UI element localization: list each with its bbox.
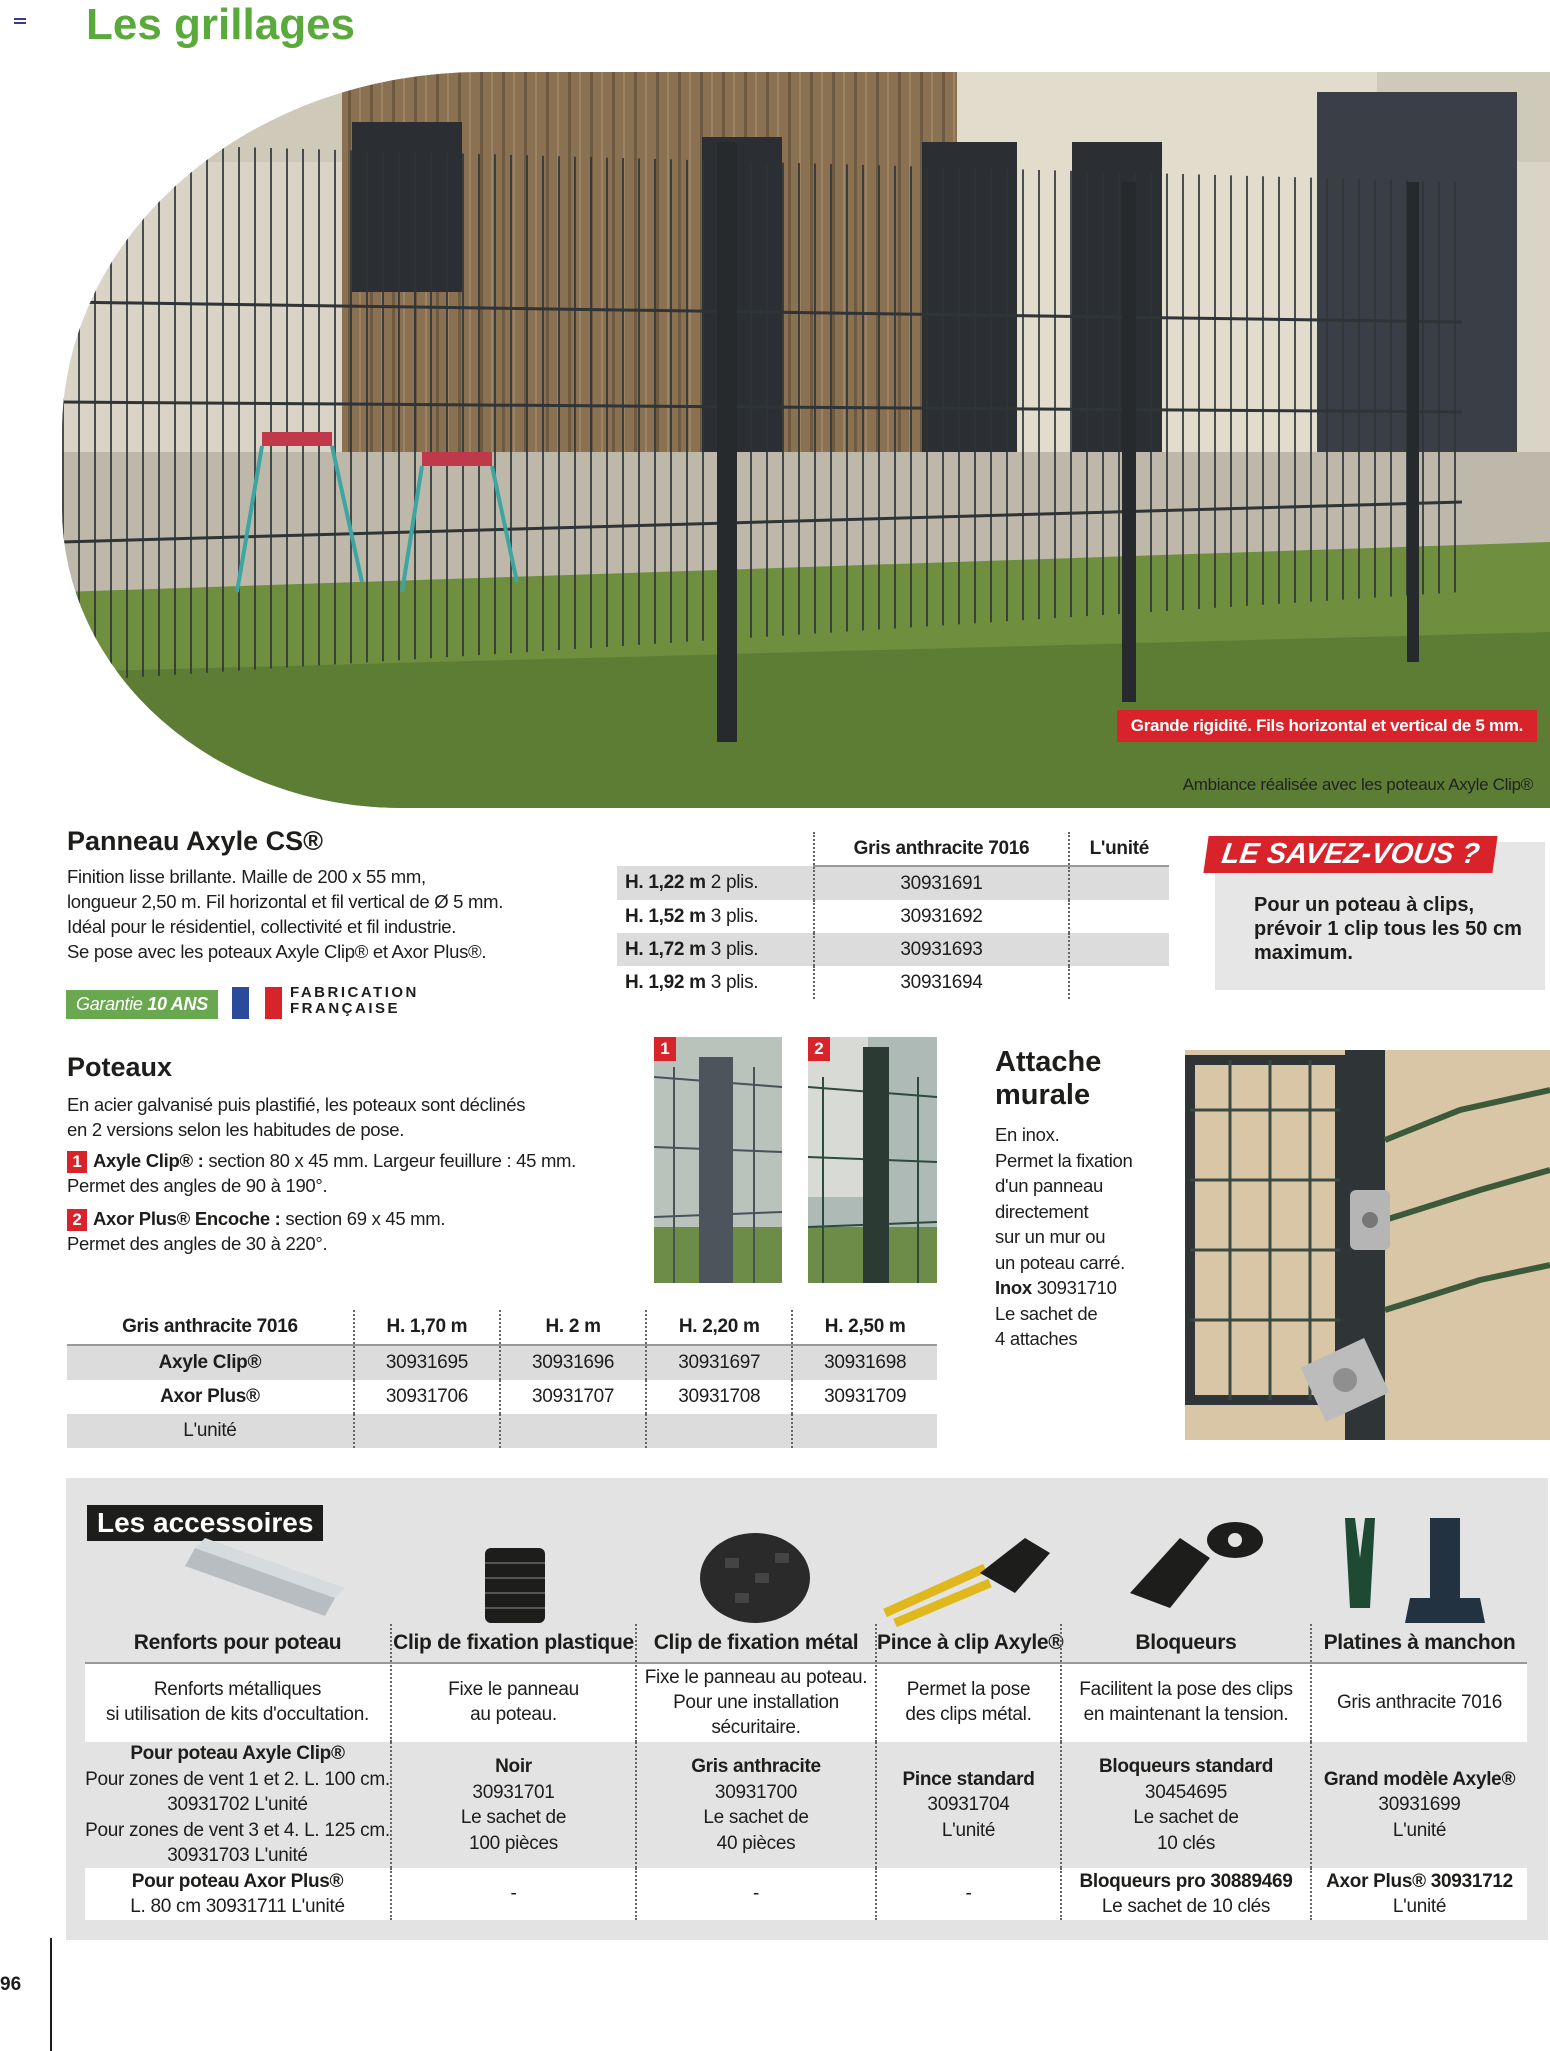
- post-name: Axor Plus®: [160, 1386, 260, 1407]
- menu-icon[interactable]: [14, 18, 26, 28]
- page-rule: [50, 1938, 52, 2051]
- hero-caption: Ambiance réalisée avec les poteaux Axyle Clip®: [1182, 775, 1533, 794]
- desc-line: Gris anthracite 7016: [1336, 1691, 1503, 1713]
- desc-line: Renforts métalliques: [153, 1679, 322, 1700]
- table-row: [617, 900, 1169, 933]
- desc-line: Fixe le panneau au poteau.: [644, 1666, 868, 1688]
- renfort-image: [85, 1498, 390, 1628]
- poteau-item-1: [67, 1148, 627, 1173]
- savez-vous-text: Pour un poteau à clips, prévoir 1 clip tous les 50 cm maximum.: [1254, 894, 1522, 964]
- accessoire-desc: [1310, 1662, 1527, 1742]
- table-row: [67, 1380, 937, 1414]
- product-line: Axor Plus® 30931712: [1326, 1870, 1513, 1892]
- accessoire-name: Platines à manchon: [1310, 1624, 1527, 1662]
- accessoire-renforts: [85, 1498, 390, 1940]
- hero-photo: [62, 72, 1550, 808]
- photo-number: 1: [654, 1037, 676, 1061]
- product-line: -: [510, 1883, 517, 1905]
- panel-table: [617, 832, 1169, 999]
- accessoire-desc: [85, 1662, 390, 1742]
- item-spec: section 69 x 45 mm.: [285, 1208, 446, 1229]
- panel-plis: 2 plis.: [710, 872, 759, 893]
- product-line: Pour zones de vent 1 et 2. L. 100 cm.: [85, 1768, 390, 1790]
- platine-image: [1310, 1498, 1527, 1628]
- product-line: Pince standard: [902, 1768, 1035, 1790]
- post-col-color: Gris anthracite 7016: [67, 1310, 354, 1345]
- desc-line: Facilitent la pose des clips: [1079, 1679, 1293, 1700]
- accessoire-pince: [875, 1498, 1064, 1940]
- product-line: L'unité: [1392, 1896, 1447, 1917]
- post-ref: 30931708: [646, 1380, 792, 1414]
- product-line: L'unité: [941, 1819, 996, 1841]
- poteaux-intro-line: en 2 versions selon les habitudes de pose.: [67, 1119, 405, 1140]
- post-ref: 30931706: [354, 1380, 500, 1414]
- fabrication-francaise-label: [290, 985, 419, 1017]
- product-line: Bloqueurs pro 30889469: [1079, 1870, 1293, 1892]
- desc-line: sécuritaire.: [711, 1716, 801, 1738]
- poteaux-table: [67, 1310, 937, 1448]
- panel-ref: 30931692: [814, 900, 1068, 933]
- fab-line: FABRICATION: [290, 984, 419, 1001]
- post-col-height: H. 2 m: [500, 1310, 646, 1345]
- pince-image: [875, 1498, 1060, 1628]
- post-ref: 30931707: [500, 1380, 646, 1414]
- attache-line: d'un panneau: [995, 1175, 1103, 1196]
- product-line: 30931704: [927, 1794, 1010, 1816]
- accessoire-product: [85, 1868, 390, 1920]
- accessoire-bloqueurs: [1060, 1498, 1310, 1940]
- product-line: 30931703 L'unité: [167, 1845, 308, 1867]
- desc-line: Fixe le panneau: [448, 1679, 579, 1700]
- attache-title-line: murale: [995, 1079, 1091, 1111]
- desc-line: Permet la pose: [906, 1679, 1031, 1700]
- product-line: Le sachet de: [460, 1807, 567, 1828]
- product-line: Le sachet de 10 clés: [1101, 1896, 1271, 1917]
- item-name: Axyle Clip® :: [93, 1150, 204, 1171]
- accessoires-title: Les accessoires: [87, 1505, 323, 1541]
- garantie-value: 10 ANS: [147, 994, 208, 1014]
- poteaux-description: [67, 1092, 627, 1256]
- post-col-height: H. 2,20 m: [646, 1310, 792, 1345]
- attache-description: [995, 1122, 1155, 1352]
- item-number: 1: [67, 1151, 87, 1173]
- poteau-item-2: [67, 1206, 627, 1231]
- desc-line: si utilisation de kits d'occultation.: [106, 1704, 369, 1725]
- post-ref: 30931695: [354, 1345, 500, 1380]
- product-line: Noir: [495, 1756, 532, 1777]
- attache-pack: 4 attaches: [995, 1328, 1078, 1349]
- panel-height: H. 1,22 m: [625, 872, 706, 893]
- table-row: [617, 866, 1169, 900]
- accessoire-product: [390, 1868, 635, 1920]
- hero-badge: Grande rigidité. Fils horizontal et vertical de 5 mm.: [1117, 710, 1537, 742]
- french-flag-icon: [232, 987, 282, 1019]
- product-line: Gris anthracite: [691, 1756, 821, 1777]
- post-col-height: H. 1,70 m: [354, 1310, 500, 1345]
- accessoire-product: [1310, 1742, 1527, 1868]
- product-line: -: [752, 1883, 760, 1905]
- product-line: Pour poteau Axyle Clip®: [130, 1743, 345, 1765]
- accessoire-name: Clip de fixation métal: [635, 1624, 875, 1662]
- item-name: Axor Plus® Encoche :: [93, 1208, 281, 1229]
- product-line: 30931699: [1378, 1794, 1461, 1816]
- panneau-desc-line: Finition lisse brillante. Maille de 200 x 55 mm,: [67, 866, 426, 887]
- post-ref: 30931697: [646, 1345, 792, 1380]
- product-line: 10 clés: [1156, 1832, 1216, 1854]
- page-number: 96: [0, 1974, 22, 1995]
- table-row: [67, 1345, 937, 1380]
- panneau-desc-line: Idéal pour le résidentiel, collectivité et fil industrie.: [67, 916, 457, 937]
- attache-line: En inox.: [995, 1124, 1060, 1145]
- poteau-photo-axor: [808, 1037, 937, 1283]
- photo-number: 2: [808, 1037, 830, 1061]
- post-name: Axyle Clip®: [67, 1345, 354, 1380]
- accessoire-clip-plastique: [390, 1498, 635, 1940]
- attache-ref: 30931710: [1036, 1277, 1117, 1298]
- poteau-photo-axyle: [654, 1037, 782, 1283]
- accessoire-product: [1060, 1868, 1310, 1920]
- panel-ref: 30931694: [814, 966, 1068, 999]
- attache-line: sur un mur ou: [995, 1226, 1106, 1247]
- garantie-badge: [66, 990, 218, 1019]
- accessoire-product: [85, 1742, 390, 1868]
- accessoire-product: [390, 1742, 635, 1868]
- table-row: [617, 933, 1169, 966]
- panneau-title: Panneau Axyle CS®: [67, 826, 323, 856]
- panel-plis: 3 plis.: [710, 905, 759, 927]
- table-row: [617, 966, 1169, 999]
- desc-line: au poteau.: [470, 1704, 557, 1725]
- accessoire-name: Renforts pour poteau: [133, 1631, 342, 1654]
- accessoire-desc: [1060, 1662, 1310, 1742]
- accessoire-product: [635, 1868, 875, 1920]
- panel-col-color: Gris anthracite 7016: [814, 832, 1068, 866]
- table-row: [67, 1414, 937, 1448]
- savez-vous-title: LE SAVEZ-VOUS ?: [1203, 836, 1497, 873]
- attache-title-line: Attache: [995, 1046, 1102, 1078]
- accessoire-platines: [1310, 1498, 1527, 1940]
- page-title: Les grillages: [86, 0, 356, 49]
- product-line: Pour poteau Axor Plus®: [131, 1870, 344, 1892]
- clip-plastique-image: [390, 1498, 635, 1628]
- post-ref: 30931698: [792, 1345, 937, 1380]
- accessoire-name: Bloqueurs: [1060, 1624, 1310, 1662]
- attache-title: [995, 1046, 1101, 1112]
- product-line: Grand modèle Axyle®: [1323, 1768, 1516, 1790]
- product-line: Pour zones de vent 3 et 4. L. 125 cm.: [85, 1819, 390, 1841]
- accessoire-desc: [635, 1662, 875, 1742]
- accessoire-desc: [390, 1662, 635, 1742]
- attache-line: directement: [995, 1200, 1089, 1222]
- accessoire-product: [635, 1742, 875, 1868]
- panel-col-unit: L'unité: [1069, 832, 1169, 866]
- fab-line: FRANÇAISE: [290, 1000, 401, 1017]
- accessoire-desc: [875, 1662, 1060, 1742]
- product-line: Le sachet de: [1133, 1807, 1239, 1828]
- panneau-desc-line: longueur 2,50 m. Fil horizontal et fil vertical de Ø 5 mm.: [67, 891, 504, 912]
- accessoire-name: Pince à clip Axyle®: [875, 1624, 1060, 1662]
- panel-plis: 3 plis.: [710, 971, 759, 993]
- accessoire-product: [1310, 1868, 1527, 1920]
- panel-ref: 30931693: [814, 933, 1068, 966]
- product-line: Bloqueurs standard: [1098, 1756, 1274, 1777]
- accessoire-product: [875, 1868, 1060, 1920]
- item-spec: section 80 x 45 mm. Largeur feuillure : 45 mm.: [208, 1150, 577, 1171]
- product-line: 30454695: [1144, 1781, 1228, 1803]
- panneau-description: [67, 864, 607, 964]
- bloqueur-image: [1060, 1498, 1310, 1628]
- clip-metal-image: [635, 1498, 875, 1628]
- post-ref: 30931696: [500, 1345, 646, 1380]
- poteaux-intro-line: En acier galvanisé puis plastifié, les poteaux sont déclinés: [67, 1094, 526, 1115]
- attache-murale-photo: [1160, 1050, 1550, 1440]
- item-angles: Permet des angles de 30 à 220°.: [67, 1233, 328, 1254]
- panel-plis: 3 plis.: [710, 938, 759, 960]
- attache-line: un poteau carré.: [995, 1251, 1125, 1273]
- post-ref: 30931709: [792, 1380, 937, 1414]
- garantie-prefix: Garantie: [76, 994, 143, 1014]
- accessoire-product: [875, 1742, 1060, 1868]
- panel-height: H. 1,92 m: [625, 971, 706, 993]
- attache-line: Permet la fixation: [995, 1149, 1133, 1171]
- product-line: Le sachet de: [703, 1807, 809, 1828]
- accessoire-product: [1060, 1742, 1310, 1868]
- product-line: 30931702 L'unité: [167, 1794, 308, 1816]
- attache-ref-label: Inox: [995, 1277, 1032, 1298]
- product-line: 40 pièces: [716, 1832, 796, 1854]
- item-number: 2: [67, 1209, 87, 1231]
- attache-pack: Le sachet de: [995, 1302, 1098, 1324]
- accessoire-name: Clip de fixation plastique: [390, 1624, 635, 1662]
- product-line: L'unité: [1392, 1819, 1447, 1841]
- panel-height: H. 1,52 m: [625, 905, 706, 927]
- product-line: L. 80 cm 30931711 L'unité: [130, 1896, 345, 1917]
- product-line: 30931701: [472, 1781, 555, 1803]
- product-line: 100 pièces: [469, 1832, 558, 1854]
- panel-height: H. 1,72 m: [625, 938, 706, 960]
- desc-line: Pour une installation: [673, 1691, 839, 1713]
- product-line: 30931700: [714, 1781, 798, 1803]
- panneau-desc-line: Se pose avec les poteaux Axyle Clip® et Axor Plus®.: [67, 941, 487, 962]
- panel-ref: 30931691: [814, 866, 1068, 900]
- poteaux-title: Poteaux: [67, 1052, 173, 1082]
- accessoire-clip-metal: [635, 1498, 875, 1940]
- item-angles: Permet des angles de 90 à 190°.: [67, 1175, 328, 1196]
- desc-line: des clips métal.: [905, 1704, 1032, 1725]
- post-unit: L'unité: [67, 1414, 354, 1448]
- product-line: -: [965, 1883, 972, 1905]
- post-col-height: H. 2,50 m: [792, 1310, 937, 1345]
- desc-line: en maintenant la tension.: [1083, 1704, 1289, 1725]
